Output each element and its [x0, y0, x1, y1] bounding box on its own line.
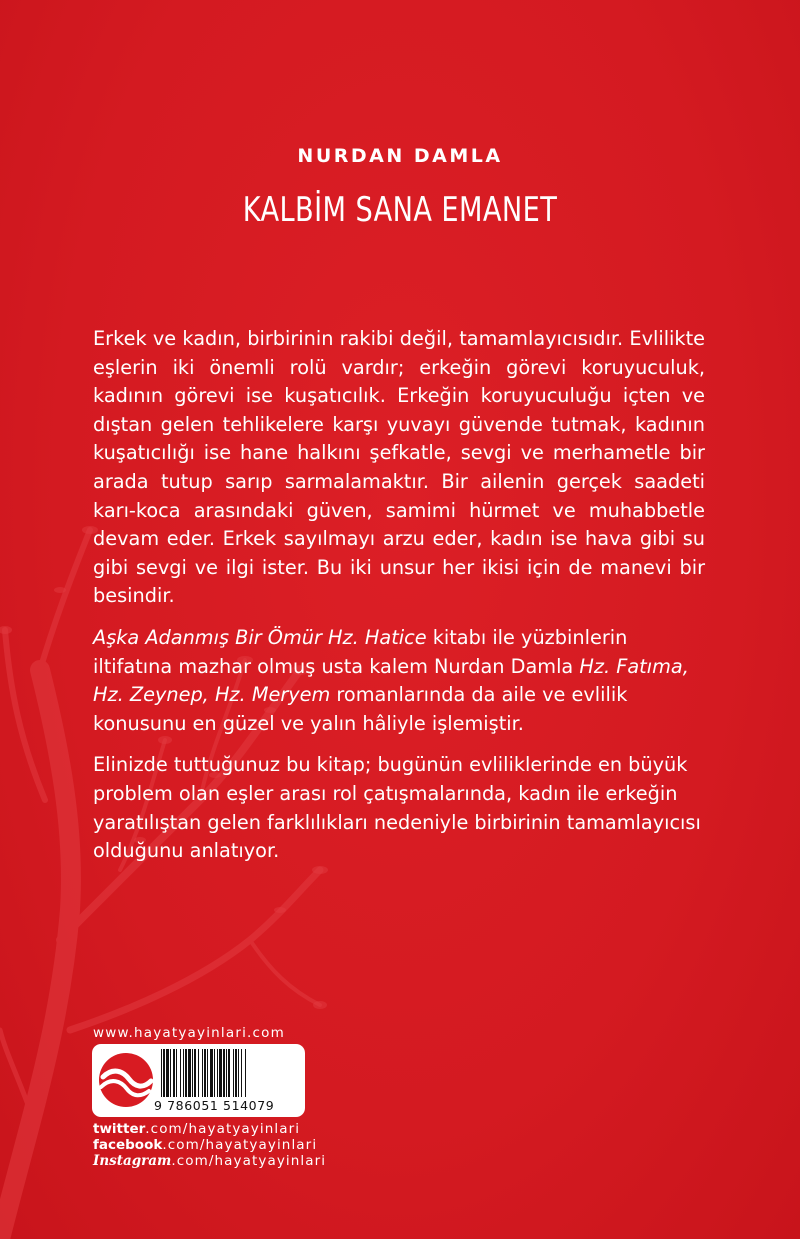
book-reference-2: Hz. Fatıma, Hz. Zeynep, Hz. Meryem [93, 654, 689, 707]
author-name: NURDAN DAMLA [297, 145, 503, 167]
instagram-brand: Instagram [93, 1153, 172, 1169]
book-reference-1: Aşka Adanmış Bir Ömür Hz. Hatice [93, 625, 427, 649]
barcode-panel [92, 1044, 305, 1117]
paragraph-2-text-1: kitabı ile yüzbinlerin iltifatına mazhar olmuş usta kalem Nurdan Damla [93, 625, 628, 678]
blurb-paragraph-1: Erkek ve kadın, birbirinin rakibi değil, tamamlayıcısıdır. Evlilikte eşlerin iki önemli rolü vardır; erkeğin görevi koruyuculuk, kadının görevi ise kuşatıcılık. Erkeğin koruyuculuğu içten ve dıştan gelen tehlikelere karşı yuvayı güvende tutmak, kadının kuşatıcılığı ise hane halkını şefkatle, sevgi ve merhametle bir arada tutup sarıp sarmalamaktır. Bir ailenin gerçek saadeti karı-koca arasındaki güven, samimi hürmet ve muhabbetle devam eder. Erkek sayılmayı arzu eder, kadın ise hava gibi su gibi sevgi ve ilgi ister. Bu iki unsur her ikisi için de manevi bir besindir. [93, 327, 705, 608]
blurb [93, 325, 705, 879]
isbn-barcode [159, 1049, 299, 1097]
facebook-path: .com/hayatyayinlari [162, 1137, 318, 1153]
twitter-link[interactable] [93, 1121, 300, 1137]
twitter-path: .com/hayatyayinlari [145, 1121, 301, 1137]
isbn-number: 9 786051 514079 [154, 1098, 275, 1113]
blurb-paragraph-2 [93, 624, 705, 738]
twitter-brand: twitter [93, 1121, 146, 1137]
website-url[interactable]: www.hayatyayinlari.com [93, 1025, 285, 1041]
paragraph-2-text-2: romanlarında da aile ve evlilik konusunu en güzel ve yalın hâliyle işlemiştir. [93, 683, 628, 735]
facebook-brand: facebook [93, 1137, 163, 1153]
publisher-logo-icon [97, 1051, 155, 1109]
instagram-link[interactable] [93, 1153, 326, 1169]
instagram-path: .com/hayatyayinlari [171, 1153, 327, 1169]
blurb-paragraph-3: Elinizde tuttuğunuz bu kitap; bugünün evliliklerinde en büyük problem olan eşler arası rol çatışmalarında, kadın ile erkeğin yaratılıştan gelen farklılıkları nedeniyle birbirinin tamamlayıcısı olduğunu anlatıyor. [93, 753, 701, 863]
book-title: KALBİM SANA EMANET [242, 190, 558, 230]
facebook-link[interactable] [93, 1137, 317, 1153]
